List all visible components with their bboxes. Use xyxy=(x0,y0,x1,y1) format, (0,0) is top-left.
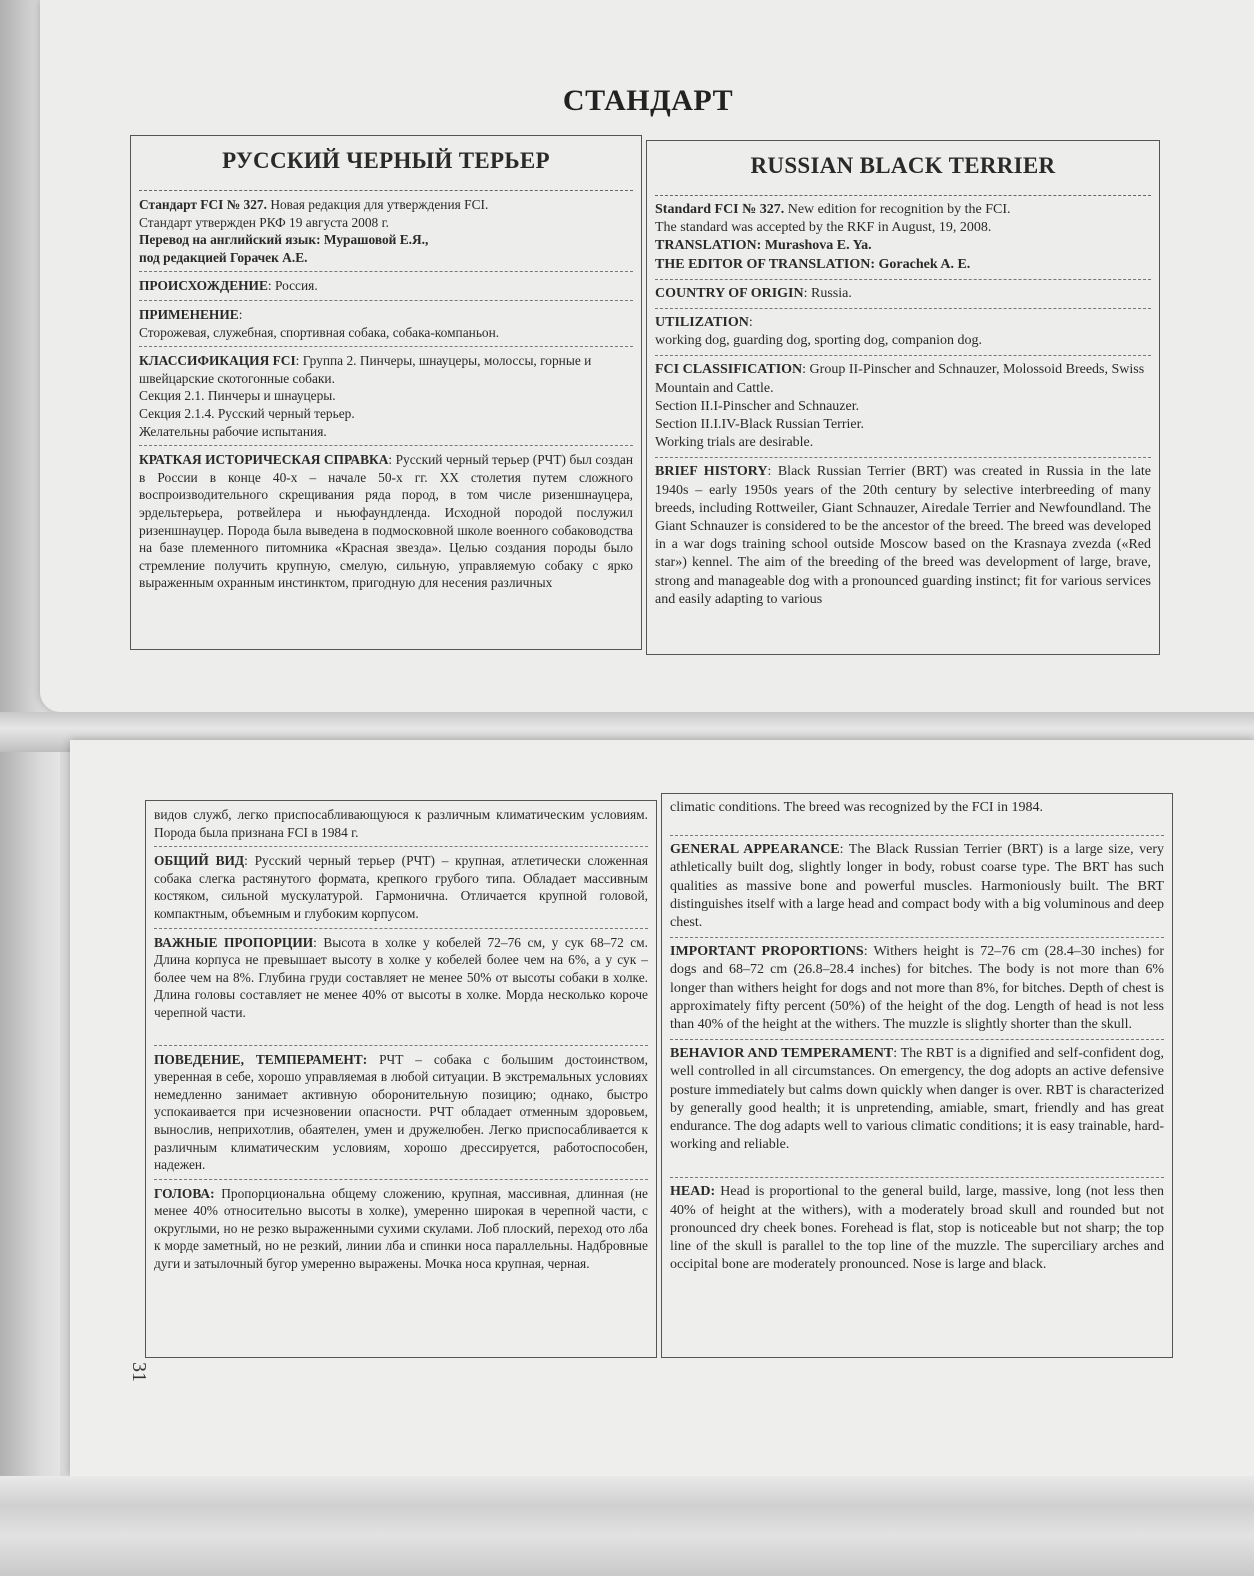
head-heading: HEAD: xyxy=(670,1184,716,1200)
general-text: : The Black Russian Terrier (BRT) is a large size, very athletically built dog, slightly longer in body, robust coarse type. The BRT has such qualities as massive bone and powerful muscles. Harmoniously built. The BRT distinguishes itself with a large head and compact body with a big voluminous and deep chest. xyxy=(670,842,1164,931)
english-column-top xyxy=(646,140,1160,655)
head-section-ru xyxy=(154,1180,648,1278)
origin-text: : Russia. xyxy=(803,285,852,301)
class-line2: Section II.I-Pinscher and Schnauzer. xyxy=(655,398,860,414)
class-line3: Секция 2.1.4. Русский черный терьер. xyxy=(139,405,355,421)
head-text: Head is proportional to the general build, large, massive, long (not less then 40% of height at the withers), with a moderately broad skull and rounded but not pronounced dry cheek bones. Forehead is flat, stop is noticeable but not sharp; the top line of the skull is parallel to the top line of the muzzle. The superciliary arches and occipital bone are moderately pronounced. Nose is large and black. xyxy=(670,1184,1164,1273)
russian-title: РУССКИЙ ЧЕРНЫЙ ТЕРЬЕР xyxy=(139,136,633,191)
general-appearance-en xyxy=(670,836,1164,938)
std-line4: THE EDITOR OF TRANSLATION: Gorachek A. E. xyxy=(655,256,971,272)
class-line4: Working trials are desirable. xyxy=(655,435,814,451)
english-title: RUSSIAN BLACK TERRIER xyxy=(655,141,1151,196)
class-heading: КЛАССИФИКАЦИЯ FCI xyxy=(139,353,296,369)
history-section-en xyxy=(655,458,1151,614)
history-heading: КРАТКАЯ ИСТОРИЧЕСКАЯ СПРАВКА xyxy=(139,452,389,468)
std-line2: Стандарт утвержден РКФ 19 августа 2008 г. xyxy=(139,214,389,230)
class-text: : Группа 2. Пинчеры, шнауцеры, молоссы, горные и швейцарские скотогонные собаки. xyxy=(139,353,592,386)
use-text: Сторожевая, служебная, спортивная собака, собака-компаньон. xyxy=(139,324,500,340)
use-heading: ПРИМЕНЕНИЕ xyxy=(139,306,239,322)
history-section-ru xyxy=(139,446,633,597)
behavior-ru xyxy=(154,1046,648,1180)
std-bold: Стандарт FCI № 327. xyxy=(139,197,267,212)
scan-bottom-edge xyxy=(0,1476,1254,1576)
std-rest: New edition for recognition by the FCI. xyxy=(784,202,1011,217)
utilization-section-en xyxy=(655,309,1151,356)
standard-info-en xyxy=(655,196,1151,280)
standard-info-ru xyxy=(139,191,633,272)
proportions-ru xyxy=(154,929,648,1046)
std-line2: The standard was accepted by the RKF in August, 19, 2008. xyxy=(655,220,992,236)
proportions-heading: ВАЖНЫЕ ПРОПОРЦИИ xyxy=(154,934,314,950)
page-title: СТАНДАРТ xyxy=(562,84,734,117)
utilization-section-ru xyxy=(139,301,633,347)
class-heading: FCI CLASSIFICATION xyxy=(655,362,803,378)
general-text: : Русский черный терьер (РЧТ) – крупная, атлетически сложенная собака слегка растянутого формата, крепкого грубого типа. Обладает массивным костяком, сильной мускулатурой. Гармонична. Отличается крупной головой, компактным, объемным и глубоким корпусом. xyxy=(154,853,648,921)
history-text: : Black Russian Terrier (BRT) was created in Russia in the late 1940s – early 1950s years of the 20th century by selective interbreeding of many breeds, including Rottweiler, Giant Schnauzer, Airedale Terrier and Newfoundland. The Giant Schnauzer is considered to be the ancestor of the breed. The breed was developed in a war dogs training school outside Moscow based on the Krasnaya zvezda («Red star») kennel. The aim of the breeding of the breed was development of large, brave, strong and manageable dog with a pronounced guarding instinct; fit for various services and easily adapting to various xyxy=(655,464,1152,607)
origin-section-ru xyxy=(139,272,633,301)
std-line4: под редакцией Горачек А.Е. xyxy=(139,249,308,265)
std-line3: TRANSLATION: Murashova E. Ya. xyxy=(655,238,872,254)
class-line4: Желательны рабочие испытания. xyxy=(139,423,327,439)
classification-section-en xyxy=(655,356,1151,458)
use-text: working dog, guarding dog, sporting dog, companion dog. xyxy=(655,333,983,349)
russian-column-bottom xyxy=(145,800,657,1358)
use-colon: : xyxy=(748,315,753,331)
std-bold: Standard FCI № 327. xyxy=(655,202,785,217)
proportions-text: : Высота в холке у кобелей 72–76 см, у сук 68–72 см. Длина корпуса не превышает высоту в холке у кобелей более чем на 6%, а у сук – более чем на 8%. Глубина груди составляет не менее 50% от высоты собаки в холке. Длина головы составляет не менее 40% от высоты в холке. Морда несколько короче черепной части. xyxy=(154,934,648,1020)
origin-section-en xyxy=(655,280,1151,309)
behavior-text: РЧТ – собака с большим достоинством, уверенная в себе, хорошо управляемая в любой ситуации. В экстремальных условиях немедленно занимает активную оборонительную позицию; однако, быстро успокаивается при исчезновении опасности. РЧТ обладает отменным здоровьем, вынослив, неприхотлив, обаятелен, умен и дружелюбен. Легко приспосабливается к различным климатическим условиям, хорошо дрессируется, работоспособен, надежен. xyxy=(154,1051,648,1173)
english-column-bottom xyxy=(661,793,1173,1358)
continued-text-en: climatic conditions. The breed was recognized by the FCI in 1984. xyxy=(670,794,1164,836)
head-heading: ГОЛОВА: xyxy=(154,1185,215,1201)
behavior-heading: ПОВЕДЕНИЕ, ТЕМПЕРАМЕНТ: xyxy=(154,1051,368,1067)
head-text: Пропорциональна общему сложению, крупная, массивная, длинная (не менее 40% относительно высоты в холке), умеренно широкая в черепной части, с округлыми, но не резко выраженными сухими скулами. Лоб плоский, переход ото лба к морде заметный, но не резкий, линии лба и спинки носа параллельны. Надбровные дуги и затылочный бугор умеренно выражены. Мочка носа крупная, черная. xyxy=(154,1185,648,1272)
general-appearance-ru xyxy=(154,847,648,928)
std-rest: Новая редакция для утверждения FCI. xyxy=(266,197,489,212)
origin-heading: ПРОИСХОЖДЕНИЕ xyxy=(139,278,268,294)
russian-column-top xyxy=(130,135,642,650)
general-heading: GENERAL APPEARANCE xyxy=(670,842,840,858)
behavior-heading: BEHAVIOR AND TEMPERAMENT xyxy=(670,1046,894,1062)
class-line3: Section II.I.IV-Black Russian Terrier. xyxy=(655,417,864,433)
std-line3: Перевод на английский язык: Мурашовой Е.Я., xyxy=(139,232,429,248)
head-section-en xyxy=(670,1178,1164,1279)
origin-text: : Россия. xyxy=(267,278,318,294)
proportions-heading: IMPORTANT PROPORTIONS xyxy=(670,944,864,960)
class-line2: Секция 2.1. Пинчеры и шнауцеры. xyxy=(139,388,336,404)
proportions-text: : Withers height is 72–76 cm (28.4–30 inches) for dogs and 68–72 cm (26.8–28.4 inches) for bitches. The body is not more than 6% longer than withers height for dogs and not more than 8%, for bitches. Depth of chest is approximately fifty percent (50%) of the height of the dog. Length of head is not less than 40% of the height at the withers. The muzzle is slightly shorter than the skull. xyxy=(670,944,1164,1033)
behavior-text: : The RBT is a dignified and self-confident dog, well controlled in all circumstances. On emergency, the dog adopts an active defensive posture immediately but calms down quickly when danger is over. RBT is characterized by generally good health; it is unpretending, amiable, smart, friendly and has great endurance. The dog adapts well to various climatic conditions; it is easy trainable, hard-working and reliable. xyxy=(670,1046,1164,1153)
page-number: 31 xyxy=(128,1362,150,1382)
continued-text-ru: видов служб, легко приспосабливающуюся к различным климатическим условиям. Порода была признана FCI в 1984 г. xyxy=(154,801,648,847)
use-heading: UTILIZATION xyxy=(655,315,749,331)
general-heading: ОБЩИЙ ВИД xyxy=(154,853,245,869)
history-heading: BRIEF HISTORY xyxy=(655,464,768,480)
use-colon: : xyxy=(238,306,243,322)
classification-section-ru xyxy=(139,347,633,446)
origin-heading: COUNTRY OF ORIGIN xyxy=(655,285,804,301)
class-text: : Group II-Pinscher and Schnauzer, Molossoid Breeds, Swiss Mountain and Cattle. xyxy=(655,362,1145,396)
history-text: : Русский черный терьер (РЧТ) был создан в России в конце 40-х – начале 50-х гг. XX столетия путем сложного воспроизводительного скрещивания ряда пород, в том числе ризеншнауцера, эрдельтерьера, ротвейлера и ньюфаундленда. Исходной породой послужил ризеншнауцер. Порода была выведена в подмосковной школе военного собаководства на базе племенного питомника «Красная звезда». Целью создания породы было стремление получить крупную, смелую, сильную, управляемую собаку с ярко выраженным охранным инстинктом, пригодную для несения различных xyxy=(139,452,633,591)
behavior-en xyxy=(670,1040,1164,1178)
proportions-en xyxy=(670,938,1164,1040)
